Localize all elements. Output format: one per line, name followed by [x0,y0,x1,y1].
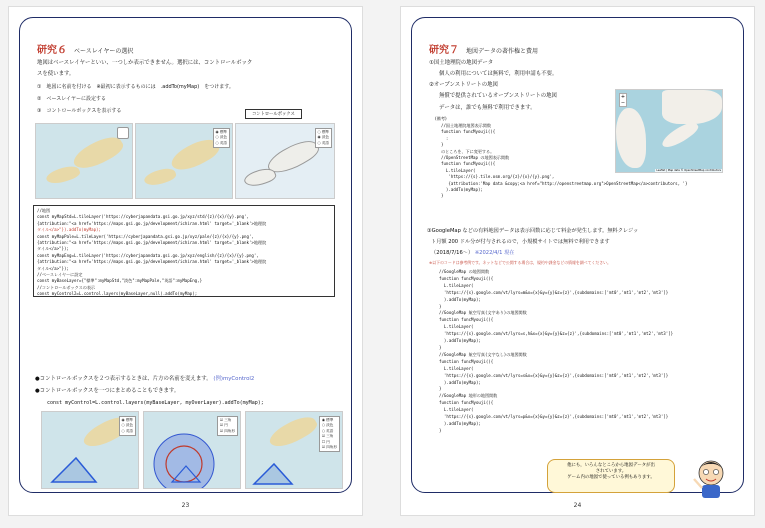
code-line: function funcMyouji(){ [439,317,494,323]
code-line: 'https://{s}.google.com/vt/lyrs=s,h&x={x}&y={y}&z={z}',{subdomains:['mt0','mt1','mt2','mt3']} [439,331,674,337]
intro-line-2: スを使います。 [37,71,75,77]
page-number: 24 [573,502,582,509]
layer-option-pale[interactable]: 淡色 [219,135,227,140]
section-2-body-2: データは，誰でも無料で利用できます。 [439,105,536,111]
code-line: L.tileLayer( [439,407,474,413]
bullet-1-note: (例)myControl2 [213,376,255,382]
code-line: 'https://{s}.google.com/vt/lyrs=p&x={x}&y={y}&z={z}',{subdomains:['mt0','mt1','mt2','mt3']} [439,414,669,420]
bubble-line: 他にも，いろんなところから地図データが出 [567,463,655,468]
bullet-1 [35,375,254,383]
code-line: function funcMyouji(){ [441,161,496,167]
section-2-title: ②オープンストリートの地図 [429,82,498,88]
code-line: //地図 [37,208,51,213]
code-line: ).addTo(myMap); [441,187,483,193]
code-line: } [439,427,442,433]
code-line: ).addTo(myMap); [439,420,481,426]
code-line: //ベースレイヤーに設定 [37,272,83,278]
bullet-1-text: ●コントロールボックスを２つ表示するときは、片方の名前を変えます。 [35,376,212,382]
map-overlay-triangle[interactable] [41,411,139,489]
intro-line-1: 地図はベースレイヤーといい、一つしか表示できません。選択には、コントロールボック [37,60,253,66]
code-line: } [441,142,444,148]
code-line: const myBaseLayer={"標準":myMapStd,"淡色":myMapPale,"英語":myMapEng,} [37,278,203,284]
control-box-callout: コントロールボックス [245,109,302,119]
code-line: {attribution:"<a href='https://maps.gsi.go.jp/development/ichiran.html' target='_blank'>地理院 [37,240,267,246]
osm-map[interactable] [615,89,723,173]
right-page [400,6,755,516]
section-1-title: ①国土地理院の地図データ [429,60,494,66]
code-line: const myMapPale=L.tileLayer('https://cyberjapandata.gsi.go.jp/xyz/pale/{z}/{x}/{y}.png', [37,233,254,239]
bubble-line: されています。 [595,469,627,475]
code-line: //GoogleMap の地図関数 [439,269,490,274]
code-line: L.tileLayer( [439,282,474,288]
layer-control-box[interactable]: ○ 標準 ◉ 淡色 ○ 英語 [315,128,332,148]
bullet-2: ●コントロールボックスを一つにまとめることもできます。 [35,388,180,394]
code-line: //コントロールボックスの表示 [37,284,96,290]
section-2-body-1: 無償で提供されているオープンストリートの地図 [439,93,557,99]
code-line: } [439,344,442,350]
code-line: } [441,193,444,199]
code-line: } [439,303,442,309]
overlay-option[interactable]: 円 [326,439,330,444]
code-line: {attribution:'Map data &copy;<a href="http://openstreetmap.org">OpenStreetMap</a>contributors, '} [441,180,688,186]
speech-bubble [547,459,675,493]
code-block-google [439,269,673,435]
code-line: 'https://{s}.tile.osm.org/{z}/{x}/{y}.png', [441,174,555,180]
map-with-control[interactable] [135,123,233,199]
layer-option-std[interactable]: 標準 [321,130,329,134]
code-line: function funcMyouji(){ [439,275,494,281]
code-line: ).addTo(myMap); [439,296,481,302]
code-line: } [439,386,442,392]
code-line: : [441,135,449,141]
section-3-line-1: ③GoogleMap などの有料地図データは表示回数に応じて料金が発生します。無料クレジッ [427,228,639,234]
layer-option-pale[interactable]: 淡色 [326,423,334,428]
land-shape [45,163,82,188]
step-3: ③ コントロールボックスを表示する [37,108,122,114]
land-shape [616,108,646,168]
code-line: L.tileLayer( [439,324,474,330]
section-heading [429,41,538,56]
code-line: function funcMyouji(){ [439,400,494,406]
code-line: ).addTo(myMap); [439,379,481,385]
layer-option-eng[interactable]: 英語 [321,140,329,145]
left-page [8,6,363,516]
layer-option-std[interactable]: 標準 [125,418,133,422]
code-line: L.tileLayer( [441,167,476,173]
layers-icon[interactable] [117,127,129,139]
land-shape [662,90,722,124]
section-3-line-2: ト月額 200 ドル分が付与されるので，小規模サイトでは無料で利用できます [431,239,610,245]
code-line: {attribution:"<a href='https://maps.gsi.go.jp/development/ichiran.html' target='_blank'>地理院 [37,220,267,226]
zoom-control[interactable]: + − [620,94,626,106]
layer-control-box[interactable]: ◉ 標準 ○ 淡色 ○ 英語 [119,416,136,436]
code-block [37,208,266,298]
overlay-option[interactable]: 三角 [224,418,232,422]
layer-option-pale[interactable]: 淡色 [125,423,133,428]
heading-number: 研究７ [429,45,459,56]
map-overlay-circle[interactable] [143,411,241,489]
code-line: const myMapStd=L.tileLayer('https://cyberjapandata.gsi.go.jp/xyz/std/{z}/{x}/{y}.png', [37,214,249,220]
land-shape [242,165,277,190]
map-attribution: Leaflet | Map data © OpenStreetMap contributors [656,169,721,172]
land-shape [143,165,178,189]
section-3-line-3 [431,249,515,257]
code-line: //GoogleMap 航空写真(文字なし)の地図関数 [439,351,527,357]
overlay-option[interactable]: 三角 [326,434,334,439]
code-line: function funcMyouji(){ [441,129,496,135]
step-1: ① 地図に名前を付ける ※最初に表示するものには .addTo(myMap) をつけます。 [37,84,234,90]
page-number: 23 [181,502,190,509]
code-line: {attribution:"<a href='https://maps.gsi.go.jp/development/ichiran.html' target='_blank'>地理院 [37,259,267,265]
code-line: //GoogleMap 航空写真(文字あり)の地図関数 [439,310,527,316]
code-line: のところを、下に変更する。 [441,148,495,154]
layer-option-eng[interactable]: 英語 [219,140,227,145]
layer-option-std[interactable]: 標準 [326,418,334,422]
code-line: L.tileLayer( [439,365,474,371]
heading-title: 地図データの著作権と費用 [466,48,539,55]
code-line: //GoogleMap 地形の地図関数 [439,393,498,399]
code-line: 'https://{s}.google.com/vt/lyrs=s&x={x}&y={y}&z={z}',{subdomains:['mt0','mt1','mt2','mt3']} [439,372,669,378]
map-standard[interactable] [35,123,133,199]
layer-control-box[interactable]: ◉ 標準 ○ 淡色 ○ 英語 [213,128,230,148]
layer-option-pale[interactable]: 淡色 [321,135,329,140]
overlay-option[interactable]: 四角形 [326,445,337,450]
step-2: ② ベースレイヤーに設定する [37,96,106,102]
heading-title: ベースレイヤーの選択 [74,48,134,55]
bubble-line: ゲーム内の地図で使っている例もあります。 [567,475,655,481]
code-line: function funcMyouji(){ [439,358,494,364]
layer-option-std[interactable]: 標準 [219,130,227,134]
overlay-option[interactable]: 四角形 [224,428,235,433]
map-pale[interactable] [235,123,335,199]
code-line: //国土地理院地図表示関数 [441,123,491,128]
code-line: ).addTo(myMap); [439,338,481,344]
layer-option-eng[interactable]: 英語 [326,428,334,433]
map-overlay-combined[interactable] [245,411,343,489]
section-heading [37,41,133,56]
example-label: (備考) [435,116,447,121]
section-1-body: 個人の利用については無料で，利用申請も不要。 [439,71,558,77]
code-line: const myMapEng=L.tileLayer('https://cyberjapandata.gsi.go.jp/xyz/english/{z}/{x}/{y}.png', [37,252,259,258]
section-3-date: ※2022/4/1 現在 [474,250,515,256]
character-illustration [691,455,731,499]
heading-number: 研究６ [37,45,67,56]
layer-option-eng[interactable]: 英語 [125,428,133,433]
code-line: タイル</a>"}).addTo(myMap); [37,227,101,233]
code-line: const myControl2=L.control.layers(myBaseLayer,null).addTo(myMap); [37,291,198,297]
code-line: 'https://{s}.google.com/vt/lyrs=m&x={x}&y={y}&z={z}',{subdomains:['mt0','mt1','mt2','mt3']} [439,289,669,295]
overlay-option[interactable]: 円 [224,423,228,428]
code-line: //OpenStreetMap の地図表示関数 [441,155,510,161]
overlay-control-box[interactable]: ☑ 三角 ☑ 円 ☑ 四角形 [217,416,238,436]
bullet-2-code: const myControl=L.control.layers(myBaseLayer, myOverLayer).addTo(myMap); [47,400,264,406]
warning-note: ※以下のコードは参考例です。ネットなどで公開する場合は，規約や課金などの情報を調べてください。 [429,260,611,265]
combined-control-box[interactable]: ◉ 標準 ○ 淡色 ○ 英語 ☑ 三角 ☐ 円 ☑ 四角形 [319,416,340,452]
code-line: タイル</a>"}); [37,265,69,271]
section-3-period: （2018/7/16～） [431,250,474,256]
code-line: タイル</a>"}); [37,246,69,252]
